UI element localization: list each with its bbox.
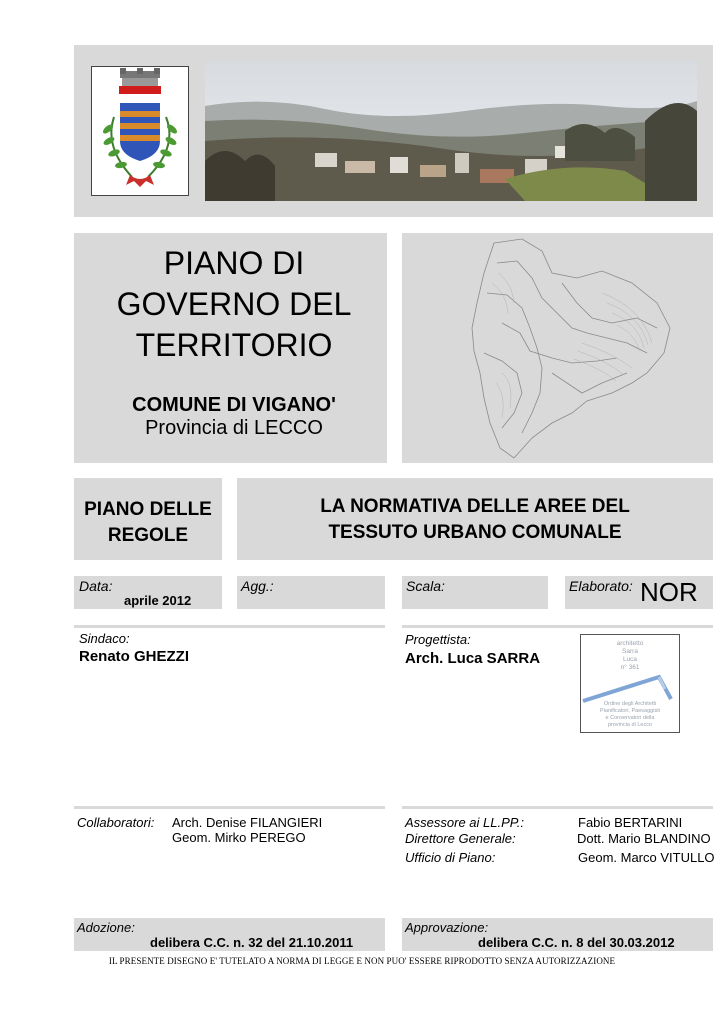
adozione-value: delibera C.C. n. 32 del 21.10.2011 [150, 935, 354, 950]
divider [402, 806, 713, 809]
progettista-name: Arch. Luca SARRA [405, 650, 541, 667]
agg-label: Agg.: [241, 578, 274, 594]
stamp-line-4: n° 361 [620, 664, 640, 671]
document-subject-line-2: TESSUTO URBANO COMUNALE [328, 522, 622, 543]
stamp-line-6: Pianificatori, Paesaggisti [600, 708, 660, 714]
data-value: aprile 2012 [124, 593, 192, 608]
title-line-2: GOVERNO DEL [116, 286, 352, 322]
plan-section-line-1: PIANO DELLE [84, 499, 212, 520]
stamp-line-7: e Conservatori della [605, 715, 655, 721]
progettista-label: Progettista: [405, 632, 471, 647]
stamp-line-2: Sarra [622, 648, 638, 655]
approvazione-value: delibera C.C. n. 8 del 30.03.2012 [478, 935, 675, 950]
official-role: Ufficio di Piano: [405, 850, 496, 865]
official-role: Assessore ai LL.PP.: [405, 815, 524, 830]
sindaco-label: Sindaco: [79, 631, 130, 646]
provincia-name: Provincia di LECCO [145, 417, 323, 439]
adozione-label: Adozione: [77, 920, 135, 935]
plan-section-title [74, 497, 222, 549]
collaboratori-label: Collaboratori: [77, 815, 155, 830]
collaborator-name: Arch. Denise FILANGIERI [172, 815, 323, 830]
stamp-line-8: provincia di Lecco [607, 722, 653, 728]
collaborator-name: Geom. Mirko PEREGO [172, 830, 306, 845]
map-panel [402, 233, 713, 463]
approvazione-label: Approvazione: [405, 920, 489, 935]
official-name: Geom. Marco VITULLO [578, 850, 715, 865]
official-name: Fabio BERTARINI [578, 815, 683, 830]
copyright-notice: IL PRESENTE DISEGNO E' TUTELATO A NORMA DI LEGGE E NON PUO' ESSERE RIPRODOTTO SENZA AUTORIZZAZIONE [108, 956, 616, 966]
elaborato-value: NOR [640, 577, 698, 607]
document-subject [237, 494, 713, 546]
elaborato-label: Elaborato: [569, 578, 633, 594]
municipal-map-outline [402, 233, 713, 463]
plan-section-line-2: REGOLE [107, 525, 189, 546]
title-line-3: TERRITORIO [135, 327, 333, 363]
title-line-1: PIANO DI [163, 245, 305, 281]
data-label: Data: [79, 578, 113, 594]
stamp-line-5: Ordine degli Architetti [603, 701, 657, 707]
document-subject-line-1: LA NORMATIVA DELLE AREE DEL [320, 496, 630, 517]
divider [74, 806, 385, 809]
comune-crest-icon [91, 66, 189, 196]
scala-label: Scala: [406, 578, 445, 594]
official-name: Dott. Mario BLANDINO [577, 831, 711, 846]
architect-stamp [580, 634, 680, 733]
sindaco-name: Renato GHEZZI [79, 648, 190, 665]
stamp-line-3: Luca [622, 656, 638, 663]
town-panorama-photo [205, 61, 697, 201]
divider [74, 625, 385, 628]
official-role: Direttore Generale: [405, 831, 516, 846]
stamp-line-1: architetto [616, 640, 644, 647]
divider [402, 625, 713, 628]
document-title [74, 243, 394, 366]
comune-name: COMUNE DI VIGANO' [132, 394, 336, 416]
